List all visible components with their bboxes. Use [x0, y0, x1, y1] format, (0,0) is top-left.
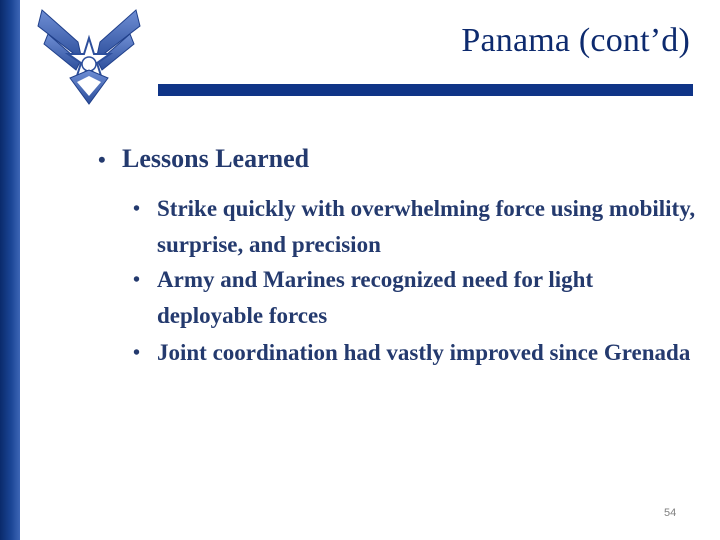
- heading-text: Lessons Learned: [122, 144, 310, 173]
- bullet-icon: •: [98, 147, 106, 172]
- list-item: [133, 262, 703, 334]
- list-item-text: Joint coordination had vastly improved since Grenada: [157, 340, 691, 365]
- list-item: [133, 191, 703, 263]
- bullet-icon: •: [133, 269, 141, 291]
- bullet-icon: •: [133, 198, 141, 220]
- bullet-heading: [98, 144, 309, 174]
- list-item: [133, 335, 703, 371]
- bullet-icon: •: [133, 342, 141, 364]
- page-number: 54: [664, 507, 677, 519]
- list-item-text: Army and Marines recognized need for light deployable forces: [157, 267, 594, 328]
- list-item-text: Strike quickly with overwhelming force using mobility, surprise, and precision: [157, 196, 696, 257]
- slide-title: Panama (cont’d): [461, 22, 690, 59]
